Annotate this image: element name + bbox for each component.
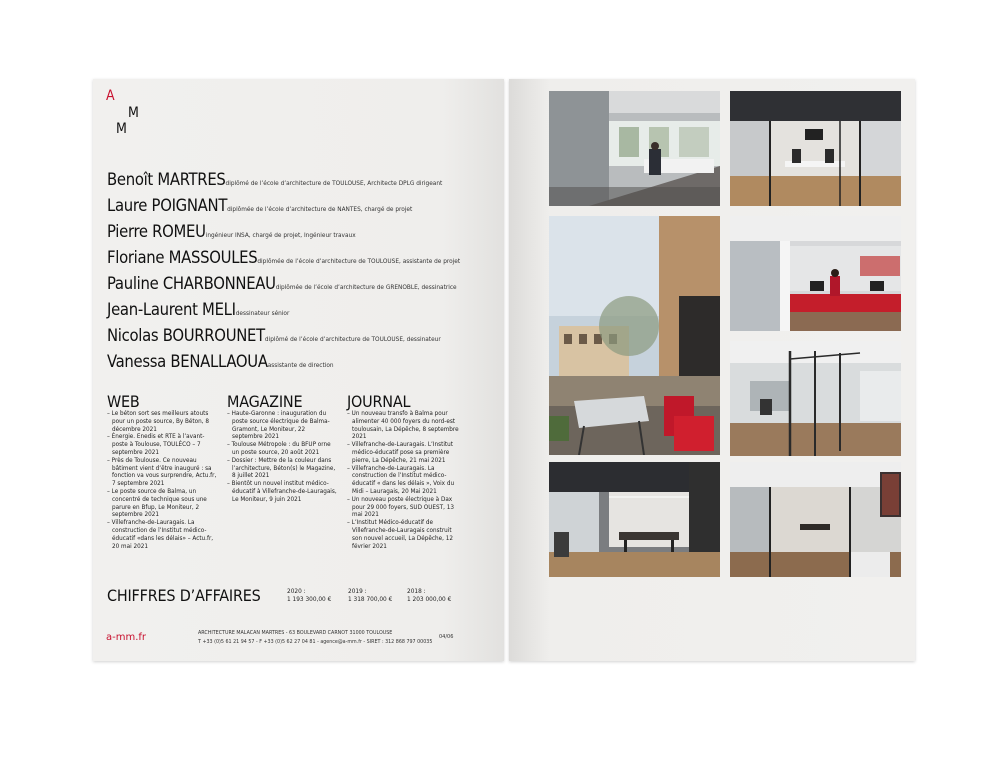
list-item: – Le poste source de Balma, un concentré de technique sous une parure en Bfup, Le Moniteur, 2 septembre 2021 [107, 488, 207, 519]
member-name: Nicolas BOURROUNET [107, 326, 265, 345]
list-item: – Villefranche-de-Lauragais. La construction de l’Institut médico-éducatif « dans les délais », Voix du Midi – Lauragais, 20 Mai 2021 [347, 465, 455, 495]
office-photo-3 [730, 216, 901, 331]
contact-line: T +33 (0)5 61 21 94 57 - F +33 (0)5 62 27 04 81 - agence@a-mm.fr - SIRET : 312 868 797 00035 [198, 640, 433, 645]
list-item: – Un nouveau transfo à Balma pour alimenter 40 000 foyers du nord-est toulousain, La Dépêche, 8 septembre 2021 [347, 411, 459, 441]
revenue-year [287, 588, 331, 604]
brochure-spread [93, 79, 915, 661]
list-item: – Haute-Garonne : inauguration du poste source électrique de Balma-Gramont, Le Moniteur, 22 septembre 2021 [227, 411, 330, 441]
member-name: Benoît MARTRES [107, 170, 226, 189]
web-heading: WEB [107, 392, 140, 411]
office-photo-5 [549, 462, 720, 577]
team-member [107, 219, 497, 245]
revenue-heading: CHIFFRES D’AFFAIRES [107, 586, 261, 605]
team-member [107, 297, 497, 323]
web-list [107, 411, 217, 551]
team-member [107, 349, 497, 375]
member-name: Pauline CHARBONNEAU [107, 274, 276, 293]
page-number: 04/06 [439, 634, 454, 640]
team-member [107, 271, 497, 297]
member-name: Jean-Laurent MELI [107, 300, 236, 319]
member-role: dessinateur sénior [235, 311, 290, 317]
team-member [107, 245, 497, 271]
team-member [107, 323, 497, 349]
revenue-year-label: 2020 : [287, 589, 306, 595]
member-name: Floriane MASSOULES [107, 248, 258, 267]
journal-list [347, 411, 461, 551]
revenue-amount: 1 318 700,00 € [348, 597, 393, 603]
member-role: diplômé de l’école d’architecture de TOULOUSE, Architecte DPLG dirigeant [225, 181, 443, 187]
office-photo-6 [730, 462, 901, 577]
list-item: – Toulouse Métropole : du BFUP orne un poste source, 20 août 2021 [227, 442, 331, 456]
address-line: ARCHITECTURE MALACAN MARTRES - 63 BOULEVARD CARNOT 31000 TOULOUSE [198, 631, 393, 636]
magazine-heading: MAGAZINE [227, 392, 303, 411]
member-role: diplômée de l’école d’architecture de GRENOBLE, dessinatrice [275, 285, 457, 291]
list-item: – Le béton sort ses meilleurs atouts pour un poste source, By Béton, 8 décembre 2021 [107, 411, 209, 433]
list-item: – Bientôt un nouvel institut médico-éducatif à Villefranche-de-Lauragais, Le Moniteur, 9 juin 2021 [227, 481, 337, 503]
member-name: Vanessa BENALLAOUA [107, 352, 268, 371]
logo-letter-m-2: M [116, 121, 127, 137]
list-item: – Énergie. Enedis et RTE à l’avant-poste à Toulouse, TOULÉCO – 7 septembre 2021 [107, 434, 205, 456]
list-item: – Près de Toulouse. Ce nouveau bâtiment vient d’être inauguré : sa fonction va vous surprendre, Actu.fr, 7 septembre 2021 [107, 457, 217, 488]
journal-heading: JOURNAL [347, 392, 411, 411]
amm-logo [106, 89, 146, 139]
revenue-year-label: 2018 : [407, 589, 426, 595]
logo-letter-m-1: M [128, 105, 139, 121]
left-page [93, 79, 504, 661]
revenue-year-label: 2019 : [348, 589, 367, 595]
office-photo-2 [730, 91, 901, 206]
list-item: – Villefranche-de-Lauragais. L’Institut médico-éducatif pose sa première pierre, La Dépêche, 21 mai 2021 [347, 442, 453, 464]
member-role: diplômée de l’école d’architecture de NANTES, chargé de projet [227, 207, 413, 213]
web-column [107, 393, 217, 551]
team-member [107, 193, 497, 219]
right-page [509, 79, 915, 661]
revenue-section [107, 586, 497, 610]
list-item: – Un nouveau poste électrique à Dax pour 29 000 foyers, SUD OUEST, 13 mai 2021 [347, 496, 454, 519]
revenue-year [407, 588, 451, 604]
magazine-list [227, 411, 337, 505]
list-item: – Villefranche-de-Lauragais. La construction de l’Institut médico-éducatif «dans les délais» – Actu.fr, 20 mai 2021 [107, 520, 214, 550]
magazine-column [227, 393, 337, 505]
member-role: diplômée de l’école d’architecture de TOULOUSE, assistante de projet [257, 259, 461, 265]
member-role: assistante de direction [267, 363, 334, 369]
journal-column [347, 393, 461, 551]
revenue-year [348, 588, 392, 604]
footer-address [198, 629, 432, 647]
member-role: diplômé de l’école d’architecture de TOULOUSE, dessinateur [264, 337, 441, 343]
list-item: – L’Institut Médico-éducatif de Villefranche-de-Lauragais construit son nouvel accueil, La Dépêche, 12 février 2021 [347, 520, 453, 550]
member-name: Laure POIGNANT [107, 196, 228, 215]
team-list [107, 167, 497, 375]
member-name: Pierre ROMEU [107, 222, 206, 241]
team-member [107, 167, 497, 193]
revenue-amount: 1 203 000,00 € [407, 597, 452, 603]
list-item: – Dossier : Mettre de la couleur dans l’architecture, Béton(s) le Magazine, 8 juillet 2021 [227, 457, 336, 480]
revenue-amount: 1 193 300,00 € [287, 597, 332, 603]
member-role: ingénieur INSA, chargé de projet, Ingénieur travaux [205, 233, 356, 239]
office-photo-4 [730, 341, 901, 456]
website-link[interactable]: a-mm.fr [106, 632, 147, 643]
terrace-photo [549, 216, 720, 455]
logo-letter-a: A [106, 88, 115, 104]
office-photo-1 [549, 91, 720, 206]
